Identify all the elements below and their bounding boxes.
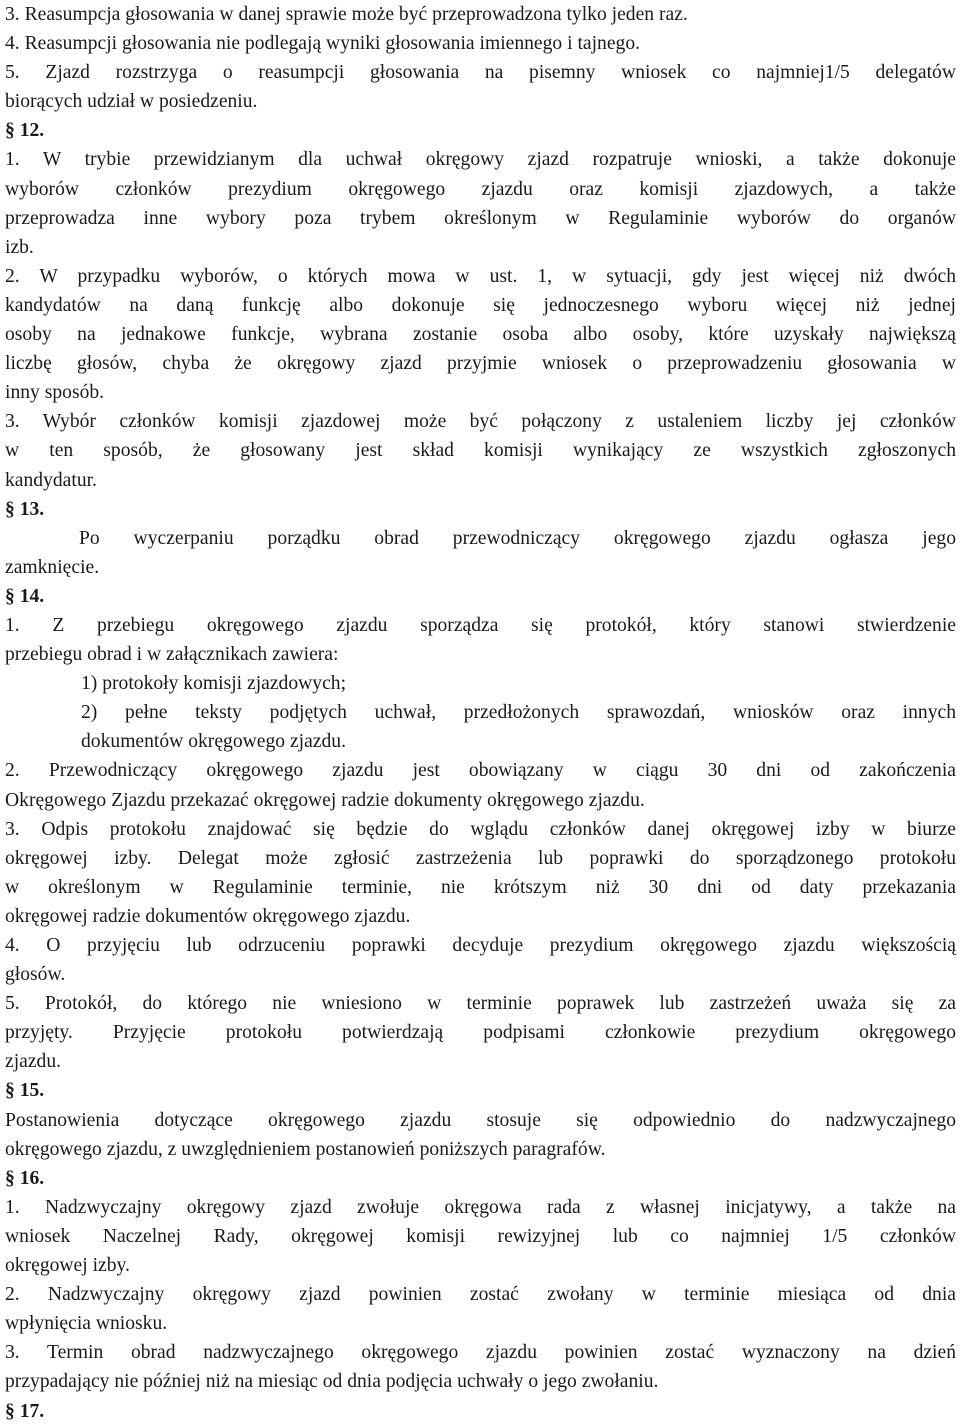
text-line: wniosek Naczelnej Rady, okręgowej komisji rewizyjnej lub co najmniej 1/5 członków — [5, 1225, 956, 1247]
text-line: przeprowadza inne wybory poza trybem określonym w Regulaminie wyborów do organów — [5, 207, 956, 229]
text-line: kandydatur. — [5, 469, 97, 491]
text-line: 5. Protokół, do którego nie wniesiono w terminie poprawek lub zastrzeżeń uważa się za — [5, 993, 956, 1015]
text-line: 1) protokoły komisji zjazdowych; — [81, 673, 347, 695]
text-line: w określonym w Regulaminie terminie, nie krótszym niż 30 dni od daty przekazania — [5, 876, 956, 898]
text-line: 4. Reasumpcji głosowania nie podlegają wyniki głosowania imiennego i tajnego. — [5, 33, 641, 55]
text-line: 5. Zjazd rozstrzyga o reasumpcji głosowania na pisemny wniosek co najmniej1/5 delegatów — [5, 62, 956, 84]
document-page — [5, 0, 956, 1426]
text-line: Okręgowego Zjazdu przekazać okręgowej radzie dokumenty okręgowego zjazdu. — [5, 789, 645, 811]
text-line: 1. Nadzwyczajny okręgowy zjazd zwołuje okręgowa rada z własnej inicjatywy, a także na — [5, 1196, 956, 1218]
text-line: osoby na jednakowe funkcje, wybrana zostanie osoba albo osoby, które uzyskały największą — [5, 324, 956, 346]
text-line: zjazdu. — [5, 1051, 62, 1073]
text-line: 1. W trybie przewidzianym dla uchwał okręgowy zjazd rozpatruje wnioski, a także dokonuje — [5, 149, 956, 171]
text-line: okręgowej izby. — [5, 1255, 130, 1277]
section-heading: § 12. — [5, 120, 45, 142]
text-line: przyjęty. Przyjęcie protokołu potwierdzają podpisami członkowie prezydium okręgowego — [5, 1022, 956, 1044]
section-heading: § 15. — [5, 1080, 45, 1102]
section-heading: § 13. — [5, 498, 45, 520]
text-line: 2) pełne teksty podjętych uchwał, przedłożonych sprawozdań, wniosków oraz innych — [81, 702, 956, 724]
text-line: okręgowej radzie dokumentów okręgowego zjazdu. — [5, 905, 411, 927]
text-line: 3. Odpis protokołu znajdować się będzie do wglądu członków danej okręgowej izby w biurze — [5, 818, 956, 840]
text-line: inny sposób. — [5, 382, 105, 404]
text-line: w ten sposób, że głosowany jest skład komisji wynikający ze wszystkich zgłoszonych — [5, 440, 956, 462]
text-line: kandydatów na daną funkcję albo dokonuje się jednoczesnego wyboru więcej niż jednej — [5, 294, 956, 316]
text-line: przypadający nie później niż na miesiąc od dnia podjęcia uchwały o jego zwołaniu. — [5, 1371, 659, 1393]
text-line: izb. — [5, 236, 34, 258]
text-line: 4. O przyjęciu lub odrzuceniu poprawki decyduje prezydium okręgowego zjazdu większością — [5, 935, 956, 956]
text-line: 3. Termin obrad nadzwyczajnego okręgowego zjazdu powinien zostać wyznaczony na dzień — [5, 1342, 956, 1364]
text-line: 3. Reasumpcja głosowania w danej sprawie może być przeprowadzona tylko jeden raz. — [5, 4, 688, 25]
text-line: biorących udział w posiedzeniu. — [5, 91, 258, 113]
text-line: 2. Przewodniczący okręgowego zjazdu jest obowiązany w ciągu 30 dni od zakończenia — [5, 760, 956, 782]
text-line: 2. W przypadku wyborów, o których mowa w ust. 1, w sytuacji, gdy jest więcej niż dwóch — [5, 265, 956, 287]
section-heading: § 14. — [5, 585, 45, 607]
text-line: Po wyczerpaniu porządku obrad przewodniczący okręgowego zjazdu ogłasza jego — [79, 527, 956, 549]
text-line: zamknięcie. — [5, 556, 100, 578]
text-line: okręgowej izby. Delegat może zgłosić zastrzeżenia lub poprawki do sporządzonego protokołu — [5, 847, 956, 869]
section-heading: § 17. — [5, 1400, 45, 1422]
text-line: Postanowienia dotyczące okręgowego zjazdu stosuje się odpowiednio do nadzwyczajnego — [5, 1109, 956, 1131]
text-line: dokumentów okręgowego zjazdu. — [81, 731, 346, 753]
text-line: głosów. — [5, 964, 66, 986]
text-line: 2. Nadzwyczajny okręgowy zjazd powinien zostać zwołany w terminie miesiąca od dnia — [5, 1284, 956, 1306]
text-line: przebiegu obrad i w załącznikach zawiera: — [5, 644, 339, 666]
text-line: okręgowego zjazdu, z uwzględnieniem postanowień poniższych paragrafów. — [5, 1138, 606, 1160]
text-line: liczbę głosów, chyba że okręgowy zjazd przyjmie wniosek o przeprowadzeniu głosowania w — [5, 353, 956, 375]
text-line: 3. Wybór członków komisji zjazdowej może być połączony z ustaleniem liczby jej członków — [5, 411, 956, 433]
section-heading: § 16. — [5, 1167, 45, 1189]
text-line: wpłynięcia wniosku. — [5, 1313, 168, 1335]
text-line: wyborów członków prezydium okręgowego zjazdu oraz komisji zjazdowych, a także — [5, 178, 956, 200]
text-line: 1. Z przebiegu okręgowego zjazdu sporządza się protokół, który stanowi stwierdzenie — [5, 614, 956, 636]
